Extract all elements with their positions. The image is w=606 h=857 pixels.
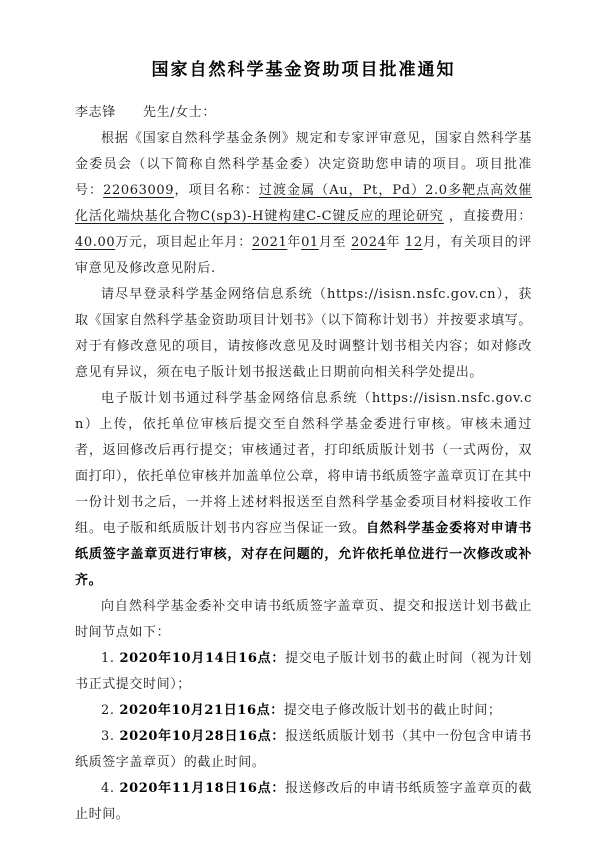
salutation-run: 李志锋 先生/女士： (75, 105, 216, 120)
para-grant-info-run: 2024 (350, 235, 387, 250)
deadline-item-4-run: 报送修改后的申请书纸质签字盖章页的截止时间。 (75, 781, 532, 822)
deadline-item-3-run: 报送纸质版计划书（其中一份包含申请书纸质签字盖章页）的截止时间。 (75, 729, 532, 770)
para-grant-info-run: 根据《国家自然科学基金条例》规定和专家评审意见，国家自然科学基金委员会（以下简称自然科学基金委）决定资助您申请的项目。项目批准号： (75, 131, 532, 198)
para-login-instructions (75, 282, 532, 386)
deadline-item-1 (75, 646, 532, 698)
deadline-item-3 (75, 724, 532, 776)
deadline-item-1-run: 2020年10月14日16点： (119, 651, 286, 666)
document-title: 国家自然科学基金资助项目批准通知 (151, 60, 456, 80)
para-grant-info-run: 年 (287, 235, 302, 250)
para-deadline-intro-run: 向自然科学基金委补交申请书纸质签字盖章页、提交和报送计划书截止时间节点如下： (75, 599, 532, 640)
deadline-item-2-run: 提交电子修改版计划书的截止时间； (283, 703, 502, 718)
para-grant-info-run: 40.00 (75, 235, 116, 250)
para-grant-info-run: 22063009 (103, 183, 175, 198)
para-grant-info-run: 01 (301, 235, 319, 250)
deadline-item-3-run: 3. (101, 729, 120, 744)
para-grant-info-run: 过渡金属（Au，Pt，Pd）2.0多靶点高效催化活化端炔基化合物C(sp3)-H键构建C-C键反应的理论研究 (75, 183, 533, 224)
para-deadline-intro (75, 594, 532, 646)
deadline-item-1-run: 1. (101, 651, 120, 666)
para-grant-info-run: ，直接费用： (443, 209, 532, 224)
para-submission-process-run: 电子版计划书通过科学基金网络信息系统（https://isisn.nsfc.gov.cn）上传，依托单位审核后提交至自然科学基金委进行审核。审核未通过者，返回修改后再行提交；审核通过者，打印纸质版计划书（一式两份，双面打印），依托单位审核并加盖单位公章，将申请书纸质签字盖章页订在其中一份计划书之后，一并将上述材料报送至自然科学基金委项目材料接收工作组。电子版和纸质版计划书内容应当保证一致。 (75, 391, 532, 536)
para-grant-info-run: ，项目名称： (174, 183, 259, 198)
deadline-item-2-run: 2. (101, 703, 120, 718)
deadline-item-2 (75, 698, 532, 724)
para-grant-info-run: 万元，项目起止年月： (115, 235, 252, 250)
para-grant-info-run: 月，有关项目的评审意见及修改意见附后. (75, 235, 532, 276)
para-login-instructions-run: 请尽早登录科学基金网络信息系统（https://isisn.nsfc.gov.cn），获取《国家自然科学基金资助项目计划书》（以下简称计划书）并按要求填写。对于有修改意见的项目，请按修改意见及时调整计划书相关内容；如对修改意见有异议，须在电子版计划书报送截止日期前向相关科学处提出。 (75, 287, 532, 380)
para-grant-info-run: 12 (404, 235, 423, 250)
para-grant-info-run: 2021 (251, 235, 288, 250)
deadline-item-4-run: 4. (101, 781, 120, 796)
deadline-item-2-run: 2020年10月21日16点： (119, 703, 284, 718)
para-submission-process (75, 386, 532, 594)
para-grant-info-run: 月至 (318, 235, 351, 250)
deadline-item-4-run: 2020年11月18日16点： (119, 781, 286, 796)
deadline-item-3-run: 2020年10月28日16点： (119, 729, 286, 744)
document-body (75, 100, 532, 828)
para-grant-info-run: 年 (386, 235, 405, 250)
para-submission-process-run: 自然科学基金委将对申请书纸质签字盖章页进行审核，对存在问题的，允许依托单位进行一次修改或补齐。 (75, 521, 532, 588)
deadline-item-4 (75, 776, 532, 828)
salutation (75, 100, 532, 126)
deadline-item-1-run: 提交电子版计划书的截止时间（视为计划书正式提交时间）； (75, 651, 532, 692)
para-grant-info (75, 126, 532, 282)
